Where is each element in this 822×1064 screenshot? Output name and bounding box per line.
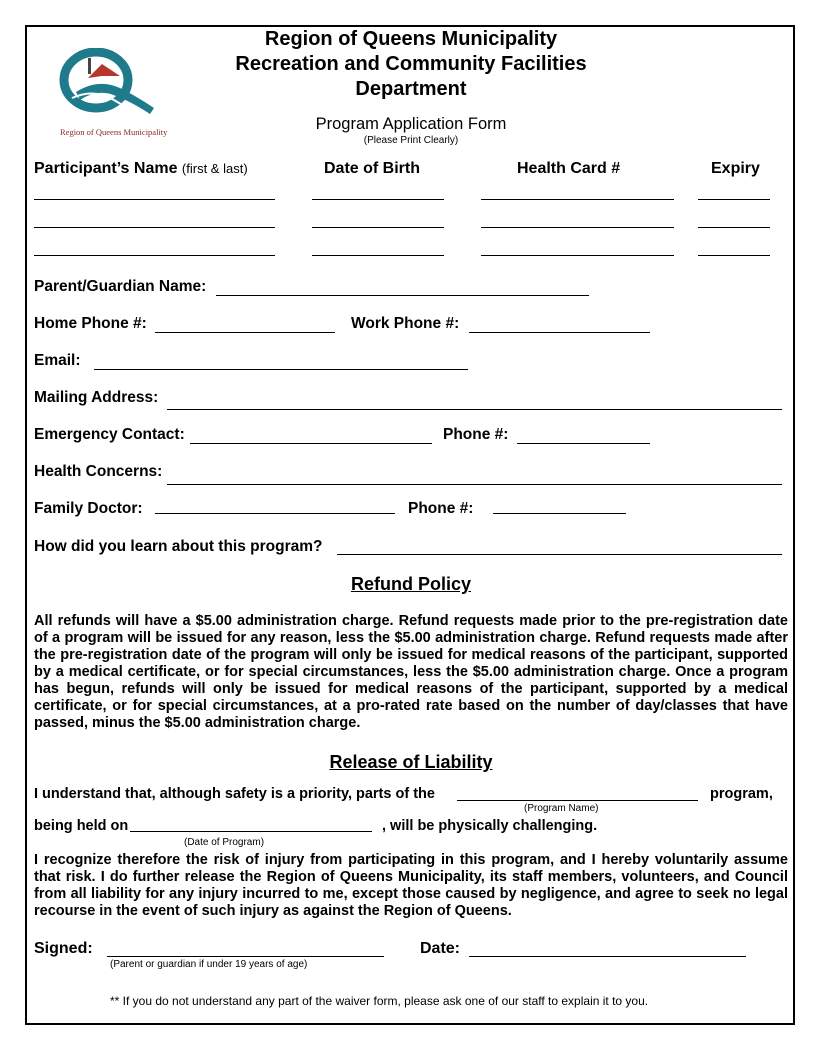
home-phone-line[interactable]: [155, 332, 335, 333]
program-date-hint: (Date of Program): [184, 837, 265, 848]
email-line[interactable]: [94, 369, 468, 370]
signature-line[interactable]: [107, 956, 384, 957]
participant-name-line-3[interactable]: [34, 255, 275, 256]
date-label: Date:: [420, 940, 461, 957]
logo-caption: Region of Queens Municipality: [60, 127, 168, 137]
program-name-hint: (Program Name): [524, 803, 599, 814]
org-title-line3: Department: [355, 78, 467, 100]
form-title: Program Application Form: [315, 115, 507, 133]
email-label: Email:: [34, 352, 81, 369]
expiry-header: Expiry: [711, 160, 760, 177]
liability-line1-end: program,: [710, 786, 773, 802]
health-concerns-line[interactable]: [167, 484, 782, 485]
municipality-logo: [58, 48, 168, 130]
org-title-line2: Recreation and Community Facilities: [235, 53, 587, 75]
org-title-line1: Region of Queens Municipality: [264, 28, 558, 50]
liability-heading: Release of Liability: [329, 752, 493, 772]
participant-name-header: [34, 160, 248, 178]
participant-dob-line-2[interactable]: [312, 227, 444, 228]
liability-line2-end: , will be physically challenging.: [382, 818, 598, 834]
guardian-line[interactable]: [216, 295, 589, 296]
participant-dob-line-3[interactable]: [312, 255, 444, 256]
program-date-line[interactable]: [130, 831, 372, 832]
participant-health-line-2[interactable]: [481, 227, 674, 228]
program-name-line[interactable]: [457, 800, 698, 801]
health-concerns-label: Health Concerns:: [34, 463, 163, 480]
mailing-address-line[interactable]: [167, 409, 782, 410]
participant-name-hint: (first & last): [181, 161, 248, 176]
participant-name-line-1[interactable]: [34, 199, 275, 200]
refund-policy-text: All refunds will have a $5.00 administration charge. Refund requests made prior to the pre-registration date of a program will be issued for any reason, less the $5.00 administration charge. Refund requests made after the pre-registration date of the program will only be issued for medical reasons of the participant, supported by a medical certificate, or for special circumstances, less the $5.00 administration charge. Once a program has begun, refunds will only be issued for medical reasons of the participant, supported by a medical certificate, or for special circumstances, at a pro-rated rate based on the number of day/classes that have passed, minus the $5.00 administration charge.: [34, 613, 788, 731]
family-doctor-line[interactable]: [155, 513, 395, 514]
liability-text: I recognize therefore the risk of injury from participating in this program, and I hereby voluntarily assume that risk. I do further release the Region of Queens Municipality, its staff members, volunteers, and Council from all liability for any injury incurred to me, except those caused by negligence, and agree to seek no legal recourse in the event of such injury as against the Region of Queens.: [34, 852, 788, 919]
emergency-contact-line[interactable]: [190, 443, 432, 444]
refund-policy-heading: Refund Policy: [350, 574, 471, 594]
dob-header: Date of Birth: [324, 160, 420, 177]
participant-expiry-line-1[interactable]: [698, 199, 770, 200]
emergency-phone-line[interactable]: [517, 443, 650, 444]
participant-expiry-line-2[interactable]: [698, 227, 770, 228]
print-note: (Please Print Clearly): [363, 135, 459, 146]
participant-expiry-line-3[interactable]: [698, 255, 770, 256]
work-phone-label: Work Phone #:: [351, 315, 460, 332]
liability-line1-start: I understand that, although safety is a priority, parts of the: [34, 786, 435, 802]
learn-about-line[interactable]: [337, 554, 782, 555]
participant-name-line-2[interactable]: [34, 227, 275, 228]
work-phone-line[interactable]: [469, 332, 650, 333]
family-doctor-label: Family Doctor:: [34, 500, 143, 517]
participant-dob-line-1[interactable]: [312, 199, 444, 200]
emergency-phone-label: Phone #:: [443, 426, 509, 443]
footer-note: ** If you do not understand any part of the waiver form, please ask one of our staff to explain it to you.: [110, 994, 649, 1008]
doctor-phone-label: Phone #:: [408, 500, 474, 517]
signature-hint: (Parent or guardian if under 19 years of age): [110, 959, 308, 970]
signed-label: Signed:: [34, 940, 93, 957]
participant-health-line-3[interactable]: [481, 255, 674, 256]
liability-line2-start: being held on: [34, 818, 129, 834]
guardian-label: Parent/Guardian Name:: [34, 278, 207, 295]
mailing-address-label: Mailing Address:: [34, 389, 159, 406]
learn-about-label: How did you learn about this program?: [34, 538, 323, 555]
health-card-header: Health Card #: [517, 160, 621, 177]
home-phone-label: Home Phone #:: [34, 315, 147, 332]
participant-health-line-1[interactable]: [481, 199, 674, 200]
doctor-phone-line[interactable]: [493, 513, 626, 514]
date-line[interactable]: [469, 956, 746, 957]
logo-icon: [58, 48, 168, 130]
emergency-contact-label: Emergency Contact:: [34, 426, 185, 443]
participant-name-label: Participant’s Name: [34, 160, 178, 177]
